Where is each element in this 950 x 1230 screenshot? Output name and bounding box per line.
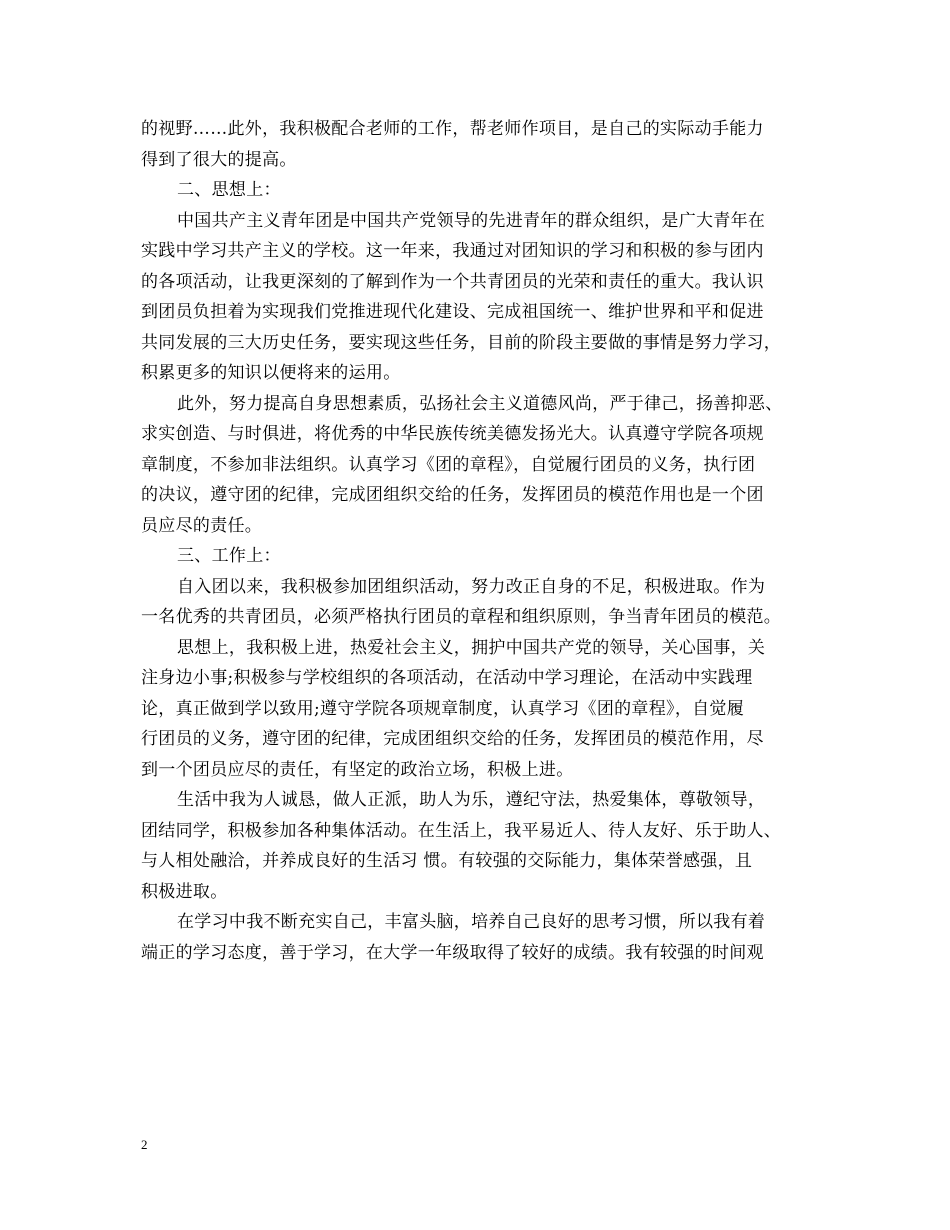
text-line: 共同发展的三大历史任务，要实现这些任务，目前的阶段主要做的事情是努力学习， [141,332,782,353]
text-line: 积累更多的知识以便将来的运用。 [141,363,401,383]
text-line: 实践中学习共产主义的学校。这一年来，我通过对团知识的学习和积极的参与团内 [141,241,764,261]
text-line: 端正的学习态度，善于学习，在大学一年级取得了较好的成绩。我有较强的时间观 [141,942,764,963]
text-line: 思想上，我积极上进，热爱社会主义，拥护中国共产党的领导，关心国事，关 [177,637,766,658]
text-line: 二、思想上： [177,180,281,200]
text-line: 的视野……此外，我积极配合老师的工作，帮老师作项目，是自己的实际动手能力 [141,119,764,139]
text-line: 论，真正做到学以致用;遵守学院各项规章制度，认真学习《团的章程》，自觉履 [141,698,745,719]
text-line: 积极进取。 [141,881,228,902]
text-line: 员应尽的责任。 [141,515,263,536]
text-line: 三、工作上： [177,546,281,566]
text-line: 生活中我为人诚恳，做人正派，助人为乐，遵纪守法，热爱集体，尊敬领导， [177,790,766,810]
text-line: 到团员负担着为实现我们党推进现代化建设、完成祖国统一、维护世界和平和促进 [141,302,764,322]
text-line: 得到了很大的提高。 [141,149,297,170]
text-line: 中国共产主义青年团是中国共产党领导的先进青年的群众组织，是广大青年在 [177,210,766,231]
text-line: 自入团以来，我积极参加团组织活动，努力改正自身的不足，积极进取。作为 [177,576,766,597]
text-line: 团结同学，积极参加各种集体活动。在生活上，我平易近人、待人友好、乐于助人、 [141,820,782,841]
text-line: 在学习中我不断充实自己，丰富头脑，培养自己良好的思考习惯，所以我有着 [177,912,766,932]
text-line: 求实创造、与时俱进，将优秀的中华民族传统美德发扬光大。认真遵守学院各项规 [141,424,764,444]
text-line: 注身边小事;积极参与学校组织的各项活动，在活动中学习理论，在活动中实践理 [141,668,753,688]
page-number: 2 [141,1137,148,1152]
text-line: 行团员的义务，遵守团的纪律，完成团组织交给的任务，发挥团员的模范作用，尽 [141,729,764,749]
document-body [141,114,821,968]
text-line: 章制度，不参加非法组织。认真学习《团的章程》，自觉履行团员的义务，执行团 [141,454,756,475]
text-line: 一名优秀的共青团员，必须严格执行团员的章程和组织原则，争当青年团员的模范。 [141,607,782,627]
text-line: 的决议，遵守团的纪律，完成团组织交给的任务，发挥团员的模范作用也是一个团 [141,485,764,505]
text-line: 到一个团员应尽的责任，有坚定的政治立场，积极上进。 [141,759,574,780]
text-line: 与人相处融洽，并养成良好的生活习 惯。有较强的交际能力，集体荣誉感强，且 [141,851,753,871]
text-line: 此外，努力提高自身思想素质，弘扬社会主义道德风尚，严于律己，扬善抑恶、 [177,393,783,414]
text-line: 的各项活动，让我更深刻的了解到作为一个共青团员的光荣和责任的重大。我认识 [141,271,764,292]
